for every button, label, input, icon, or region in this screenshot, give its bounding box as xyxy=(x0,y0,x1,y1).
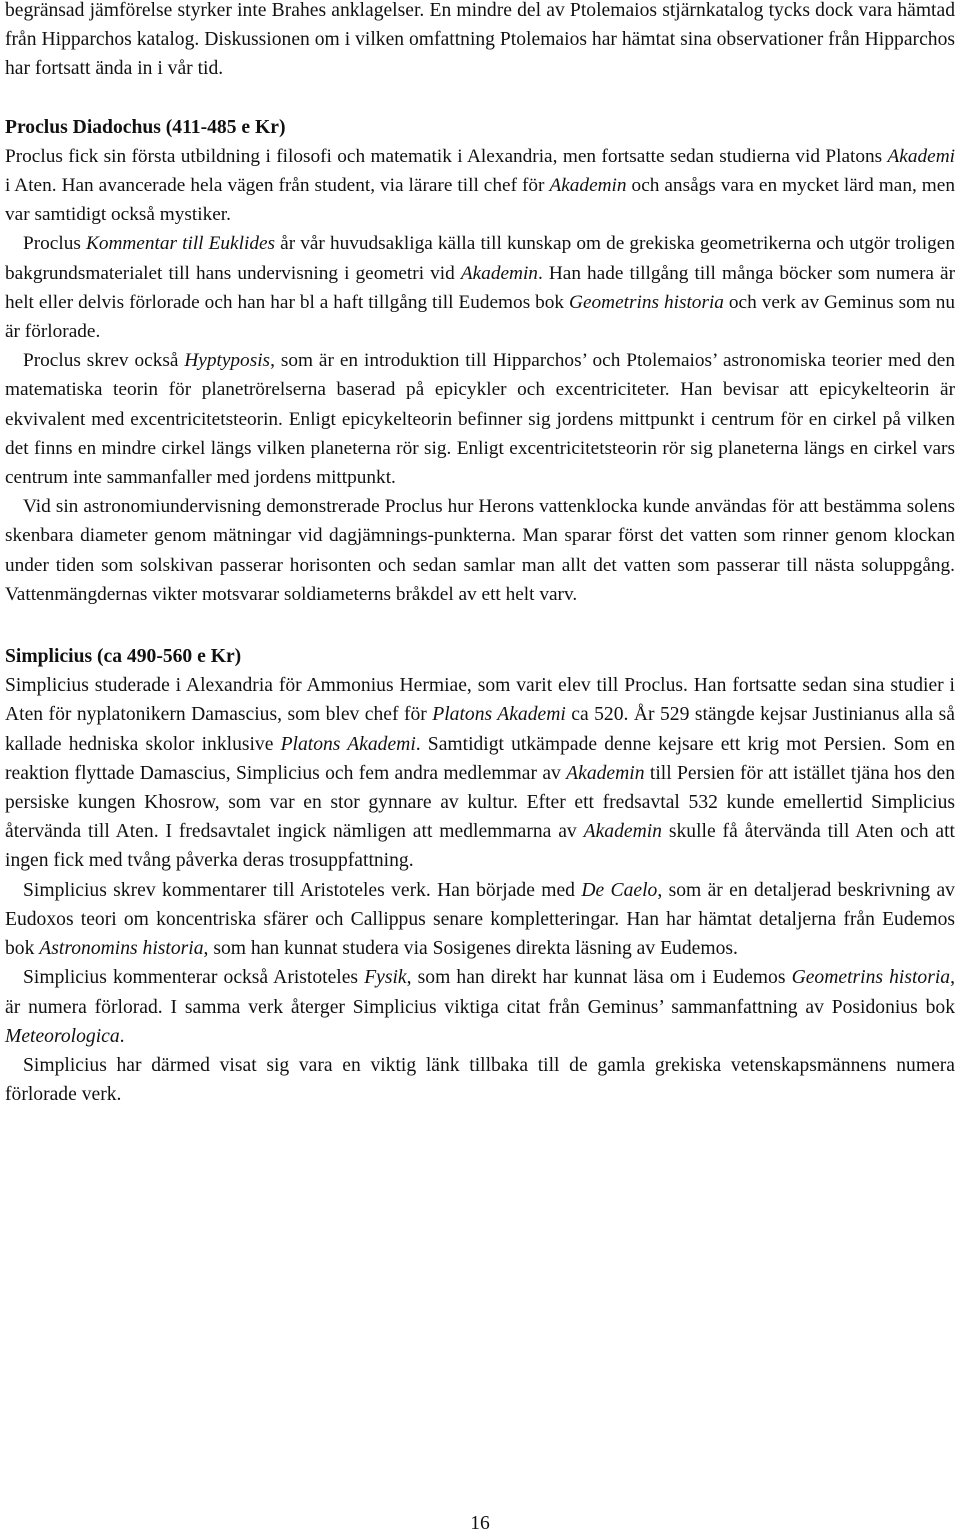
text-run: Simplicius studerade i Alexandria för Ammonius Hermiae, som varit elev till Proclus. Han fortsatte sedan sina studier i Aten för nyplatonikern Damascius, som blev chef för xyxy=(5,675,955,726)
paragraph xyxy=(5,671,955,875)
italic-text: Akademin xyxy=(549,175,627,197)
italic-text: Akademin xyxy=(460,262,538,284)
text-run: Vid sin astronomiundervisning demonstrerade Proclus hur Herons vattenklocka kunde användas för att bestämma solens skenbara diameter genom mätningar vid dagjämnings-punkterna. Man sparar först det vatten som rinner genom klockan under tiden som solskivan passerar horisonten och sedan samlar man allt det vatten som passerar till nästa soluppgång. Vattenmängdernas vikter motsvarar soldiameterns bråkdel av ett helt varv. xyxy=(5,496,955,605)
italic-text: Hyptyposis xyxy=(184,350,271,372)
italic-text: Geometrins historia xyxy=(791,967,951,989)
section-simplicius xyxy=(5,642,955,1109)
text-run: skulle få återvända till Aten och att ingen fick med tvång påverka deras trosuppfattning. xyxy=(5,821,955,872)
text-run: i Aten. Han avancerade hela vägen från student, via lärare till chef för xyxy=(5,175,550,197)
text-run: Proclus xyxy=(23,233,86,255)
spacer xyxy=(5,84,955,113)
italic-text: Akademin xyxy=(583,821,662,843)
text-run: till Persien för att istället tjäna hos den persiske kungen Khosrow, som var en stor gynnare av kultur. Efter ett fredsavtal 532 kunde emellertid Simplicius återvända till Aten. I fredsavtalet ingick nämligen att medlemmarna av xyxy=(5,762,955,843)
italic-text: Astronomins historia xyxy=(39,938,204,960)
text-run: . Samtidigt utkämpade denne kejsare ett krig mot Persien. Som en reaktion flyttade Damascius, Simplicius och fem andra medlemmar av xyxy=(5,733,956,784)
text-run: , är numera förlorad. I samma verk återger Simplicius viktiga citat från Geminus’ sammanfattning av Posidonius bok xyxy=(5,967,955,1018)
italic-text: Platons Akademi xyxy=(280,733,416,755)
paragraph xyxy=(5,346,955,492)
text-run: , som är en introduktion till Hipparchos’ och Ptolemaios’ astronomiska teorier med den matematiska teorin för planetrörelserna baserad på epicykler och excentriciteter. Han bevisar att epicykelteorin är ekvivalent med excentricitetsteorin. Enligt epicykelteorin befinner sig jordens mittpunkt i centrum för en cirkel på vilken det finns en mindre cirkel längs vilken planeterna rör sig. Enligt excentricitetsteorin rör sig planeterna längs en cirkel vars centrum inte sammanfaller med jordens mittpunkt. xyxy=(5,350,955,489)
text-run: . Han hade tillgång till många böcker som numera är helt eller delvis förlorade och han har bl a haft tillgång till Eudemos bok xyxy=(5,262,955,313)
italic-text: Platons Akademi xyxy=(432,704,566,726)
text-run: , som han direkt har kunnat läsa om i Eudemos xyxy=(406,967,792,989)
text-run: , som är en detaljerad beskrivning av Eudoxos teori om koncentriska sfärer och Callippus senare kompletteringar. Han har hämtat detaljerna från Eudemos bok xyxy=(5,879,955,960)
italic-text: Fysik xyxy=(364,967,407,989)
paragraph xyxy=(5,492,955,609)
text-run: begränsad jämförelse styrker inte Brahes anklagelser. En mindre del av Ptolemaios stjärnkatalog tycks dock vara hämtad från Hipparchos katalog. Diskussionen om i vilken omfattning Ptolemaios har hämtat sina observationer från Hipparchos har fortsatt ända in i vår tid. xyxy=(5,0,955,80)
text-run: , som han kunnat studera via Sosigenes direkta läsning av Eudemos. xyxy=(203,938,738,960)
paragraph xyxy=(5,876,955,964)
intro-paragraph xyxy=(5,0,955,84)
italic-text: Geometrins historia xyxy=(569,291,724,313)
text-run: Simplicius har därmed visat sig vara en viktig länk tillbaka till de gamla grekiska vetenskapsmännens numera förlorade verk. xyxy=(5,1054,955,1106)
text-run: Proclus skrev också xyxy=(23,350,185,372)
italic-text: Akademin xyxy=(566,762,645,784)
italic-text: Kommentar till Euklides xyxy=(85,233,276,255)
text-run: ca 520. År 529 stängde kejsar Justinianus alla så kallade hedniska skolor inklusive xyxy=(5,704,955,755)
section-heading: Simplicius (ca 490-560 e Kr) xyxy=(5,646,242,668)
text-run: Proclus fick sin första utbildning i filosofi och matematik i Alexandria, men fortsatte sedan studierna vid Platons xyxy=(5,145,888,167)
italic-text: De Caelo xyxy=(581,879,658,901)
document-page xyxy=(5,0,955,1109)
text-run: och ansågs vara en mycket lärd man, men var samtidigt också mystiker. xyxy=(5,175,956,226)
paragraph xyxy=(5,142,955,230)
paragraph xyxy=(5,1051,955,1109)
section-heading: Proclus Diadochus (411-485 e Kr) xyxy=(5,116,286,138)
spacer xyxy=(5,609,955,642)
text-run: år vår huvudsakliga källa till kunskap om de grekiska geometrikerna och utgör troligen bakgrundsmaterialet till hans undervisning i geometri vid xyxy=(5,233,955,284)
italic-text: Akademi xyxy=(887,145,955,167)
italic-text: Meteorologica xyxy=(5,1025,120,1047)
paragraph xyxy=(5,229,955,346)
text-run: Simplicius skrev kommentarer till Aristoteles verk. Han började med xyxy=(23,879,582,901)
text-run: och verk av Geminus som nu är förlorade. xyxy=(5,291,955,343)
page-number: 16 xyxy=(470,1513,490,1534)
text-run: . xyxy=(119,1025,125,1047)
paragraph xyxy=(5,963,955,1051)
text-run: Simplicius kommenterar också Aristoteles xyxy=(23,967,365,989)
section-proclus xyxy=(5,113,955,609)
